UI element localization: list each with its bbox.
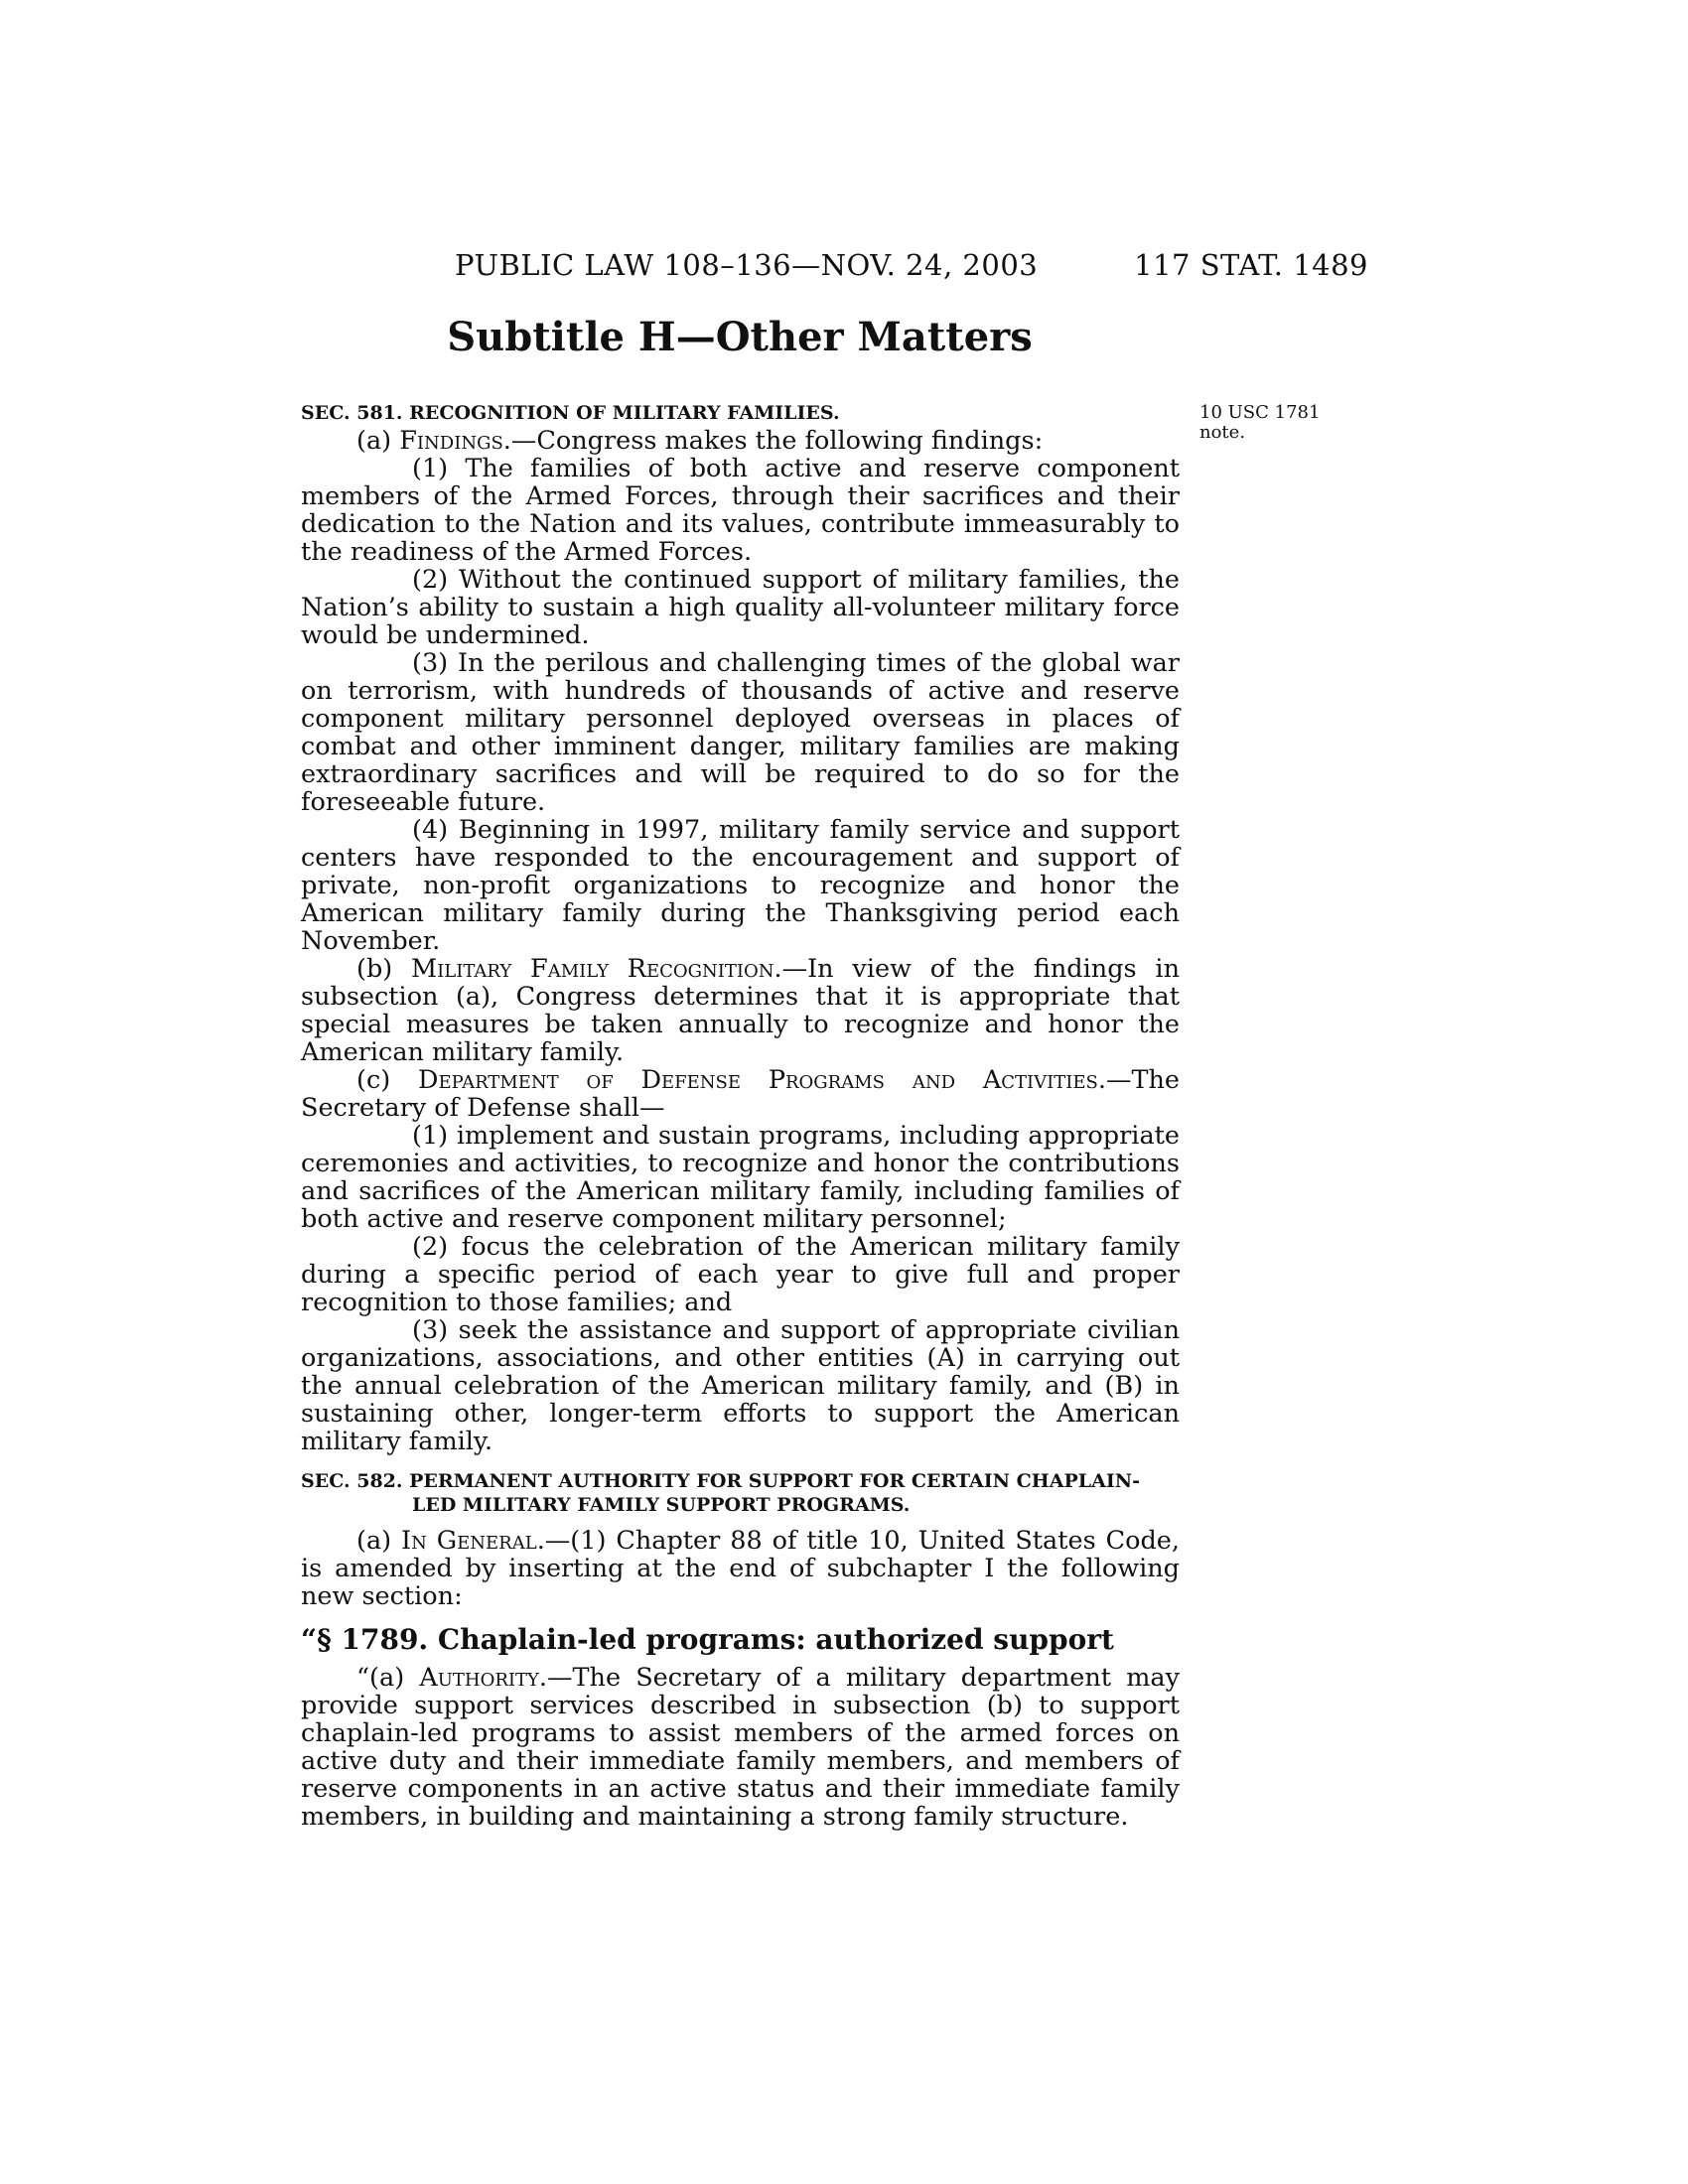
subsection-label: (a) xyxy=(356,426,400,456)
subsection-label: (a) xyxy=(356,1526,402,1556)
new-section-1789-heading: “§ 1789. Chaplain-led programs: authorized support xyxy=(301,1623,1114,1656)
public-law-citation: PUBLIC LAW 108–136—NOV. 24, 2003 xyxy=(455,248,1039,282)
subtitle-heading: Subtitle H—Other Matters xyxy=(447,314,1033,360)
subsection-a-general xyxy=(301,1527,1180,1610)
subsection-text: .—The Secretary of a military department may provide support services described in subsection (b) to support chaplain-led programs to assist members of the armed forces on active duty and their immediate family members, and members of reserve components in an active status and their immediate family members, in building and maintaining a strong family structure. xyxy=(301,1663,1180,1832)
subsection-b-recognition xyxy=(301,955,1180,1066)
running-head xyxy=(437,248,1479,288)
subsection-c-programs xyxy=(301,1066,1180,1122)
paragraph-c1: (1) implement and sustain programs, including appropriate ceremonies and activities, to recognize and honor the contributions and sacrifices of the American military family, including families of both active and reserve component military personnel; xyxy=(301,1121,1180,1234)
subsection-caption: Findings xyxy=(399,426,503,456)
section-582-heading: SEC. 582. PERMANENT AUTHORITY FOR SUPPORT FOR CERTAIN CHAPLAIN-LED MILITARY FAMILY SUPPORT PROGRAMS. xyxy=(301,1470,1140,1516)
subsection-text: .—Congress makes the following findings: xyxy=(502,426,1044,456)
subsection-caption: Military Family Recognition xyxy=(411,954,774,984)
finding-4: (4) Beginning in 1997, military family service and support centers have responded to the encouragement and support of private, non-profit organizations to recognize and honor the American military family during the Thanksgiving period each November. xyxy=(301,815,1180,956)
margin-note xyxy=(1199,403,1338,443)
paragraph-c2: (2) focus the celebration of the American military family during a specific period of each year to give full and proper recognition to those families; and xyxy=(301,1232,1180,1317)
subsection-caption: Department of Defense Programs and Activities xyxy=(418,1065,1098,1095)
statute-page-number: 117 STAT. 1489 xyxy=(1134,248,1368,282)
subsection-label: “(a) xyxy=(356,1663,420,1693)
new-subsection-a-authority xyxy=(301,1664,1180,1831)
body-text xyxy=(301,401,1180,1831)
finding-2: (2) Without the continued support of military families, the Nation’s ability to sustain a high quality all-volunteer military force would be undermined. xyxy=(301,565,1180,650)
subsection-label: (c) xyxy=(356,1065,419,1095)
subsection-label: (b) xyxy=(356,954,412,984)
subsection-text: .—(1) Chapter 88 of title 10, United States Code, is amended by inserting at the end of subchapter I the following new section: xyxy=(301,1526,1180,1611)
margin-note-label: note. xyxy=(1199,422,1246,443)
paragraph-c3: (3) seek the assistance and support of appropriate civilian organizations, associations, and other entities (A) in carrying out the annual celebration of the American military family, and (B) in sustaining other, longer-term efforts to support the American military family. xyxy=(301,1315,1180,1456)
subsection-a-findings xyxy=(301,427,1180,455)
section-581-heading: SEC. 581. RECOGNITION OF MILITARY FAMILIES. xyxy=(301,402,840,424)
subsection-caption: Authority xyxy=(419,1663,539,1693)
subsection-caption: In General xyxy=(401,1526,537,1556)
subsection-text: .—In view of the findings in subsection (a), Congress determines that it is appropriate that special measures be taken annually to recognize and honor the American military family. xyxy=(301,954,1181,1067)
finding-1: (1) The families of both active and reserve component members of the Armed Forces, through their sacrifices and their dedication to the Nation and its values, contribute immeasurably to the readiness of the Armed Forces. xyxy=(301,454,1180,567)
subsection-text: .—The Secretary of Defense shall— xyxy=(301,1065,1180,1123)
finding-3: (3) In the perilous and challenging times of the global war on terrorism, with hundreds of thousands of active and reserve component military personnel deployed overseas in places of combat and other imminent danger, military families are making extraordinary sacrifices and will be required to do so for the foreseeable future. xyxy=(301,648,1180,817)
margin-note-citation: 10 USC 1781 xyxy=(1199,402,1321,423)
